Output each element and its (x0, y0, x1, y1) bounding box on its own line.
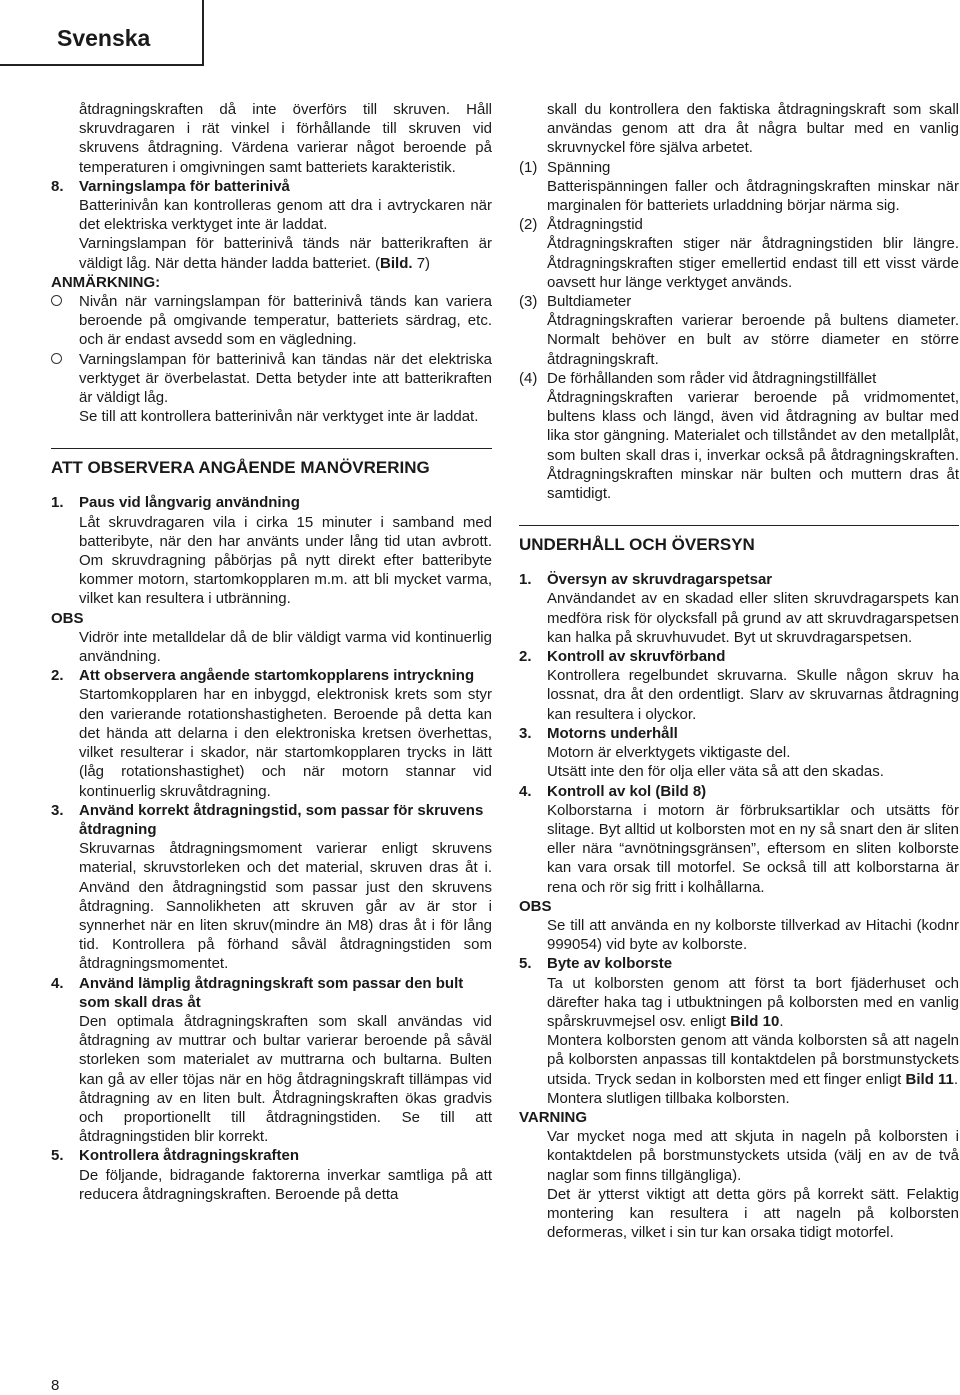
item-number: 5. (51, 1147, 64, 1165)
item-title: Byte av kolborste (547, 955, 673, 973)
note-item (51, 292, 492, 350)
item-title: Paus vid långvarig användning (79, 494, 300, 512)
list-item (51, 801, 492, 974)
item-body: Den optimala åtdragningskraften som skall användas vid åtdragning av muttrar och bultar varierar beroende på såväl storleken som materialet av muttrarna och bultarna. Bulten kan gå av eller töjas när en hög åtdragningskraft tillämpas vid åtdragning av en liten bult. Åtdragningskraften ökas gradvis och proportionellt till åtdragningstiden. Se till att åtdragningstiden blir korrekt. (79, 1012, 492, 1146)
factor-item (519, 215, 959, 292)
note-heading: ANMÄRKNING: (51, 273, 161, 291)
item-title: Kontrollera åtdragningskraften (79, 1147, 300, 1165)
factor-title: Spänning (547, 158, 611, 176)
factor-number: (1) (519, 158, 538, 176)
section-heading: ATT OBSERVERA ANGÅENDE MANÖVRERING (51, 448, 492, 479)
page-language-title: Svenska (57, 25, 151, 51)
item-title: Använd lämplig åtdragningskraft som passar den bult som skall dras åt (79, 974, 464, 1011)
factor-body: Åtdragningskraften varierar beroende på bultens diameter. Normalt behöver en bult av större diameter en större åtdragningskraft. (547, 312, 959, 368)
obs-text: Se till att använda en ny kolborste tillverkad av Hitachi (kodnr 999054) vid byte av kolborste. (547, 916, 959, 954)
note-text: Varningslampan för batterinivå kan tändas när det elektriska verktyget är överbelastat. Detta betyder inte att batterikraften är väldigt låg. (79, 350, 492, 407)
note-text: Se till att kontrollera batterinivån när verktyget inte är laddat. (79, 408, 479, 426)
factor-body: Åtdragningskraften varierar beroende på vridmomentet, bultens klass och längd, även vid åtdragning av bultar med lika stor gängning. Materialet och tillståndet av den metallplåt, som bulten skall dras i, inverkar också på åtdragningskraften. Åtdragningskraften minskar när bulten och muttern dras åt samtidigt. (547, 389, 959, 503)
item-body: De följande, bidragande faktorerna inverkar samtliga på att reducera åtdragningskraften. Beroende på detta (79, 1166, 492, 1203)
item-title: Motorns underhåll (547, 724, 678, 742)
item-body: Batterinivån kan kontrolleras genom att dra i avtryckaren när det elektriska verktyget inte är laddat. (79, 197, 492, 234)
text-run: Montera kolborsten genom att vända kolborsten så att nageln på kolborsten anpassas till kontaktdelen på borstmunstyckets utsida. Tryck sedan in kolborsten med ett finger enligt (547, 1032, 959, 1088)
item-number: 4. (519, 782, 532, 800)
item-8-battery-lamp (51, 177, 492, 273)
factor-title: Åtdragningstid (547, 216, 643, 234)
item-title: Varningslampa för batterinivå (79, 177, 290, 195)
note-text: Nivån när varningslampan för batterinivå tänds kan variera beroende på omgivande temperatur, batteriets särdrag, etc. och är endast avsedd som en vägledning. (79, 293, 492, 349)
circle-bullet-icon (51, 295, 62, 306)
item-number: 3. (51, 801, 64, 819)
item-body (79, 234, 492, 272)
figure-ref: Bild 11 (905, 1070, 954, 1088)
list-item (519, 570, 959, 647)
factor-title: De förhållanden som råder vid åtdragningstillfället (547, 369, 877, 387)
factor-body: Batterispänningen faller och åtdragningskraften minskar när marginalen för batteriets urladdning börjar närma sig. (547, 177, 959, 215)
factor-number: (4) (519, 369, 538, 387)
item-body: Montera slutligen tillbaka kolborsten. (547, 1089, 790, 1107)
item-title: Översyn av skruvdragarspetsar (547, 571, 773, 589)
factor-item (519, 369, 959, 503)
item-title: Använd korrekt åtdragningstid, som passar för skruvens åtdragning (79, 801, 484, 838)
factor-title: Bultdiameter (547, 293, 632, 311)
list-item (51, 974, 492, 1147)
list-item (51, 493, 492, 608)
obs-label: OBS (51, 609, 84, 627)
item-number: 8. (51, 177, 64, 195)
item-number: 2. (519, 648, 532, 666)
factor-number: (3) (519, 293, 538, 311)
text-run: Varningslampan för batterinivå tänds när batterikraften är väldigt låg. När detta händer ladda batteriet. ( (79, 235, 492, 272)
factor-item (519, 292, 959, 369)
list-item (519, 954, 959, 1108)
obs-text: Vidrör inte metalldelar då de blir väldigt varma vid kontinuerlig användning. (79, 628, 492, 666)
item-title: Kontroll av skruvförband (547, 648, 726, 666)
item-title: Kontroll av kol (Bild 8) (547, 782, 707, 800)
section-heading: UNDERHÅLL OCH ÖVERSYN (519, 525, 959, 556)
item-body: Skruvarnas åtdragningsmoment varierar enligt skruvens material, skruvstorleken och det material, skruven dras åt i. Använd den åtdragningstid som passar just den skruvens åtdragning. Sannolikheten att skruven går av är stor i synnerhet när en liten skruv(mindre än M8) dras åt i för lång tid. Kontrollera på förhand såväl åtdragningstiden som åtdragningsmomentet. (79, 840, 492, 973)
text-run: . (779, 1012, 784, 1030)
item-body: Utsätt inte den för olja eller väta så att den skadas. (547, 763, 884, 781)
text-run: . (953, 1070, 959, 1088)
item-title: Att observera angående startomkopplarens intryckning (79, 667, 475, 685)
item-body (547, 974, 959, 1032)
factor-item (519, 158, 959, 216)
note-item (51, 350, 492, 427)
text-run: 7) (412, 254, 431, 272)
item-body: Användandet av en skadad eller sliten skruvdragarspets kan medföra risk för olycksfall på grund av att skruvdragarspetsen kan halka på skruvhuvudet. Byt ut skruvdragarspetsen. (547, 590, 959, 646)
list-item (519, 724, 959, 782)
item-body: Låt skruvdragaren vila i cirka 15 minuter i samband med batteribyte, när den har använts under lång tid utan avbrott. Om skruvdragning påbörjas på nytt direkt efter batteribyte kommer motorn, startomkopplaren m.m. att bli mycket varma, vilket kan resultera i utbränning. (79, 513, 492, 608)
figure-ref: Bild 10 (730, 1012, 780, 1030)
list-item (519, 647, 959, 724)
factor-body: Åtdragningskraften stiger när åtdragningstiden blir längre. Åtdragningskraften stiger emellertid endast till ett visst värde oavsett hur länge verktyget används. (547, 235, 959, 291)
list-item (51, 1146, 492, 1204)
item-body: Kontrollera regelbundet skruvarna. Skulle någon skruv ha lossnat, dra åt den ordentligt. Slarv av skruvarnas åtdragning kan resultera i olyckor. (547, 667, 959, 723)
item-number: 2. (51, 667, 64, 685)
obs-label: OBS (519, 897, 552, 915)
figure-ref: Bild. (380, 254, 413, 272)
intro-paragraph: skall du kontrollera den faktiska åtdragningskraft som skall användas genom att dra åt några bultar med en vanlig skruvnyckel före själva arbetet. (547, 101, 959, 157)
right-column (519, 100, 959, 1242)
item-body (547, 1031, 959, 1089)
item-body: Kolborstarna i motorn är förbruksartiklar och utsätts för slitage. Byt alltid ut kolborsten mot en ny så snart den är sliten eller nära “avnötningsgränsen”, eftersom en sliten kolborste kan vara orsak till motorfel. Se också till att kolborstarna är rena och rör sig fritt i kolhållarna. (547, 801, 959, 896)
warning-text: Var mycket noga med att skjuta in nageln på kolborsten i kontaktdelen på borstmunstyckets utsida (välj en av de två naglar som finns tillgängliga). (547, 1128, 959, 1184)
list-item (519, 782, 959, 897)
item-number: 5. (519, 955, 532, 973)
intro-paragraph: åtdragningskraften då inte överförs till skruven. Håll skruvdragaren i rät vinkel i förhållande till skruven vid skruvens åtdragning. Värdena varierar något beroende på temperaturen i omgivningen samt batteriets karakteristik. (79, 101, 492, 176)
warning-text: Det är ytterst viktigt att detta görs på korrekt sätt. Felaktig montering kan resultera i att nageln på kolborsten deformeras, vilket i sin tur kan orsaka tidigt motorfel. (547, 1185, 959, 1242)
factor-number: (2) (519, 216, 538, 234)
item-number: 4. (51, 974, 64, 992)
item-number: 1. (51, 494, 64, 512)
left-column (51, 100, 492, 1204)
list-item (51, 666, 492, 800)
text-run: Ta ut kolborsten genom att först ta bort fjäderhuset och därefter haka tag i utbuktningen på kolborsten med en vanlig spårskruvmejsel osv. enligt (547, 974, 959, 1030)
circle-bullet-icon (51, 353, 62, 364)
item-number: 3. (519, 724, 532, 742)
page-number: 8 (51, 1377, 60, 1394)
item-body: Motorn är elverktygets viktigaste del. (547, 744, 791, 762)
warning-label: VARNING (519, 1108, 588, 1126)
item-number: 1. (519, 571, 532, 589)
item-body: Startomkopplaren har en inbyggd, elektronisk krets som styr den varierande rotationshastigheten. Beroende på detta kan det hända att delarna i den elektroniska kretsen överhettas, vilket resulterar i skador, när startomkopplaren trycks in lätt (låg rotationshastighet) och när motorn stannar vid kontinuerlig skruvåtdragning. (79, 686, 492, 800)
